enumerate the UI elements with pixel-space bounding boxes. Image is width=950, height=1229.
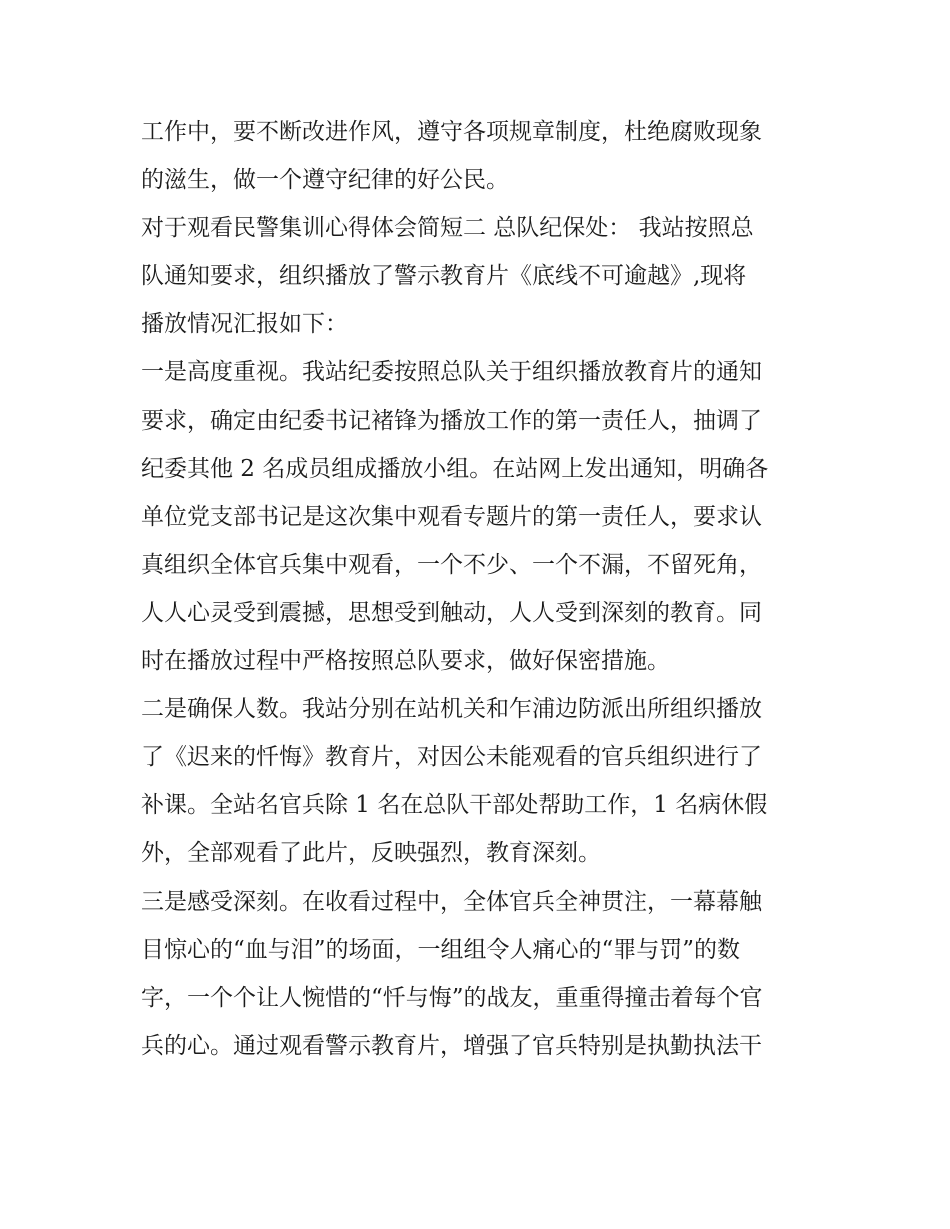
text-line: 了《迟来的忏悔》教育片，对因公未能观看的官兵组织进行了 [141,744,762,771]
text-line: 队通知要求，组织播放了警示教育片《底线不可逾越》,现将 [141,263,747,290]
text-line: 补课。全站名官兵除 1 名在总队干部处帮助工作，1 名病休假 [141,792,768,819]
text-line: 外，全部观看了此片，反映强烈，教育深刻。 [141,840,601,867]
text-line: 纪委其他 2 名成员组成播放小组。在站网上发出通知，明确各 [141,455,769,482]
text-line: 一是高度重视。我站纪委按照总队关于组织播放教育片的通知 [141,359,762,386]
text-line: 二是确保人数。我站分别在站机关和乍浦边防派出所组织播放 [141,696,762,723]
text-line: 字，一个个让人惋惜的“忏与悔”的战友，重重得撞击着每个官 [141,984,763,1011]
text-line: 要求，确定由纪委书记褚锋为播放工作的第一责任人，抽调了 [141,407,762,434]
text-line: 目惊心的“血与泪”的场面，一组组令人痛心的“罪与罚”的数 [141,936,741,963]
text-line: 的滋生，做一个遵守纪律的好公民。 [141,167,509,194]
text-line: 真组织全体官兵集中观看，一个不少、一个不漏，不留死角， [141,551,762,578]
text-line: 三是感受深刻。在收看过程中，全体官兵全神贯注，一幕幕触 [141,888,762,915]
document-body [141,108,821,1070]
text-line: 工作中，要不断改进作风，遵守各项规章制度，杜绝腐败现象 [141,119,762,145]
text-line: 播放情况汇报如下： [141,311,348,338]
text-line: 兵的心。通过观看警示教育片，增强了官兵特别是执勤执法干 [141,1032,762,1059]
text-line: 人人心灵受到震撼，思想受到触动，人人受到深刻的教育。同 [141,599,762,626]
text-line: 时在播放过程中严格按照总队要求，做好保密措施。 [141,648,670,675]
text-line: 对于观看民警集训心得体会简短二 总队纪保处： 我站按照总 [141,215,754,242]
text-line: 单位党支部书记是这次集中观看专题片的第一责任人，要求认 [141,503,762,530]
